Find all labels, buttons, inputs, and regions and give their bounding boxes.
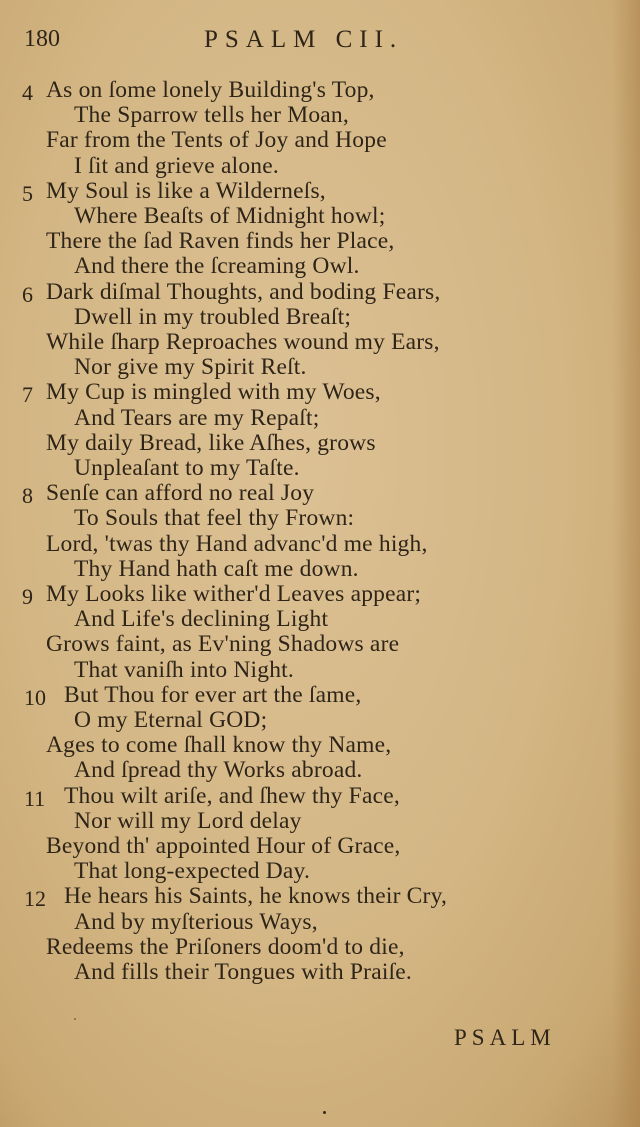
verse-line: Nor will my Lord delay bbox=[74, 807, 302, 834]
verse-line: Grows faint, as Ev'ning Shadows are bbox=[46, 631, 400, 658]
verse-line: Nor give my Spirit Reſt. bbox=[74, 354, 307, 381]
verse-number: 12 bbox=[24, 886, 46, 912]
page-edge-shadow bbox=[612, 0, 640, 1127]
page-header bbox=[20, 26, 480, 56]
verse-line: Dark diſmal Thoughts, and boding Fears, bbox=[46, 278, 441, 305]
verse-number: 6 bbox=[22, 281, 33, 307]
verse-line: Unpleaſant to my Taſte. bbox=[74, 455, 300, 481]
verse-number: 10 bbox=[24, 684, 46, 710]
verse-line: O my Eternal GOD; bbox=[74, 707, 268, 733]
verse-line: Thy Hand hath caſt me down. bbox=[74, 555, 359, 582]
catchword: PSALM bbox=[454, 1025, 556, 1050]
verse-line: My Cup is mingled with my Woes, bbox=[46, 379, 381, 406]
verse-line: But Thou for ever art the ſame, bbox=[64, 681, 362, 708]
verse-line: Beyond th' appointed Hour of Grace, bbox=[46, 833, 401, 859]
verse-line: And ſpread thy Works abroad. bbox=[74, 757, 363, 784]
verse-line: Dwell in my troubled Breaſt; bbox=[74, 303, 352, 330]
running-head: PSALM CII. bbox=[204, 26, 404, 53]
ink-speck bbox=[323, 1111, 326, 1114]
verse-line: And by myſterious Ways, bbox=[74, 908, 318, 935]
verse-line: He hears his Saints, he knows their Cry, bbox=[64, 883, 448, 910]
verse-line: My daily Bread, like Aſhes, grows bbox=[46, 429, 376, 456]
verse-line: Redeems the Priſoners doom'd to die, bbox=[46, 933, 405, 960]
verse-line: My Soul is like a Wilderneſs, bbox=[46, 177, 326, 204]
verse-line: Ages to come ſhall know thy Name, bbox=[46, 732, 392, 759]
verse-number: 11 bbox=[24, 785, 46, 811]
verse-line: To Souls that feel thy Frown: bbox=[74, 505, 355, 532]
verse-number: 7 bbox=[22, 382, 33, 408]
verse-line: Far from the Tents of Joy and Hope bbox=[46, 127, 387, 154]
verse-line: That vaniſh into Night. bbox=[74, 656, 294, 683]
verse-line: Thou wilt ariſe, and ſhew thy Face, bbox=[64, 782, 400, 809]
verse-line: And there the ſcreaming Owl. bbox=[74, 253, 360, 280]
verse-line: The Sparrow tells her Moan, bbox=[74, 102, 349, 129]
verse-line: And fills their Tongues with Praiſe. bbox=[74, 959, 413, 985]
verse-line: As on ſome lonely Building's Top, bbox=[46, 77, 375, 103]
verse-number: 4 bbox=[22, 80, 33, 105]
verse-line: And Tears are my Repaſt; bbox=[74, 404, 320, 431]
verse-line: While ſharp Reproaches wound my Ears, bbox=[46, 329, 440, 355]
verse-line: That long-expected Day. bbox=[74, 858, 311, 885]
verse-line: Senſe can afford no real Joy bbox=[46, 480, 315, 507]
verse-line: And Life's declining Light bbox=[74, 606, 329, 633]
verse-line: I ſit and grieve alone. bbox=[74, 152, 279, 179]
verse-number: 5 bbox=[22, 180, 33, 206]
verse-line: Where Beaſts of Midnight howl; bbox=[74, 203, 386, 229]
verse-number: 8 bbox=[22, 483, 33, 509]
verse-line: My Looks like wither'd Leaves appear; bbox=[46, 581, 422, 607]
page-number: 180 bbox=[24, 26, 60, 52]
verse-line: Lord, 'twas thy Hand advanc'd me high, bbox=[46, 530, 428, 557]
ink-speck bbox=[74, 1018, 76, 1020]
verse-line: There the ſad Raven finds her Place, bbox=[46, 228, 395, 255]
verse-number: 9 bbox=[22, 584, 33, 609]
